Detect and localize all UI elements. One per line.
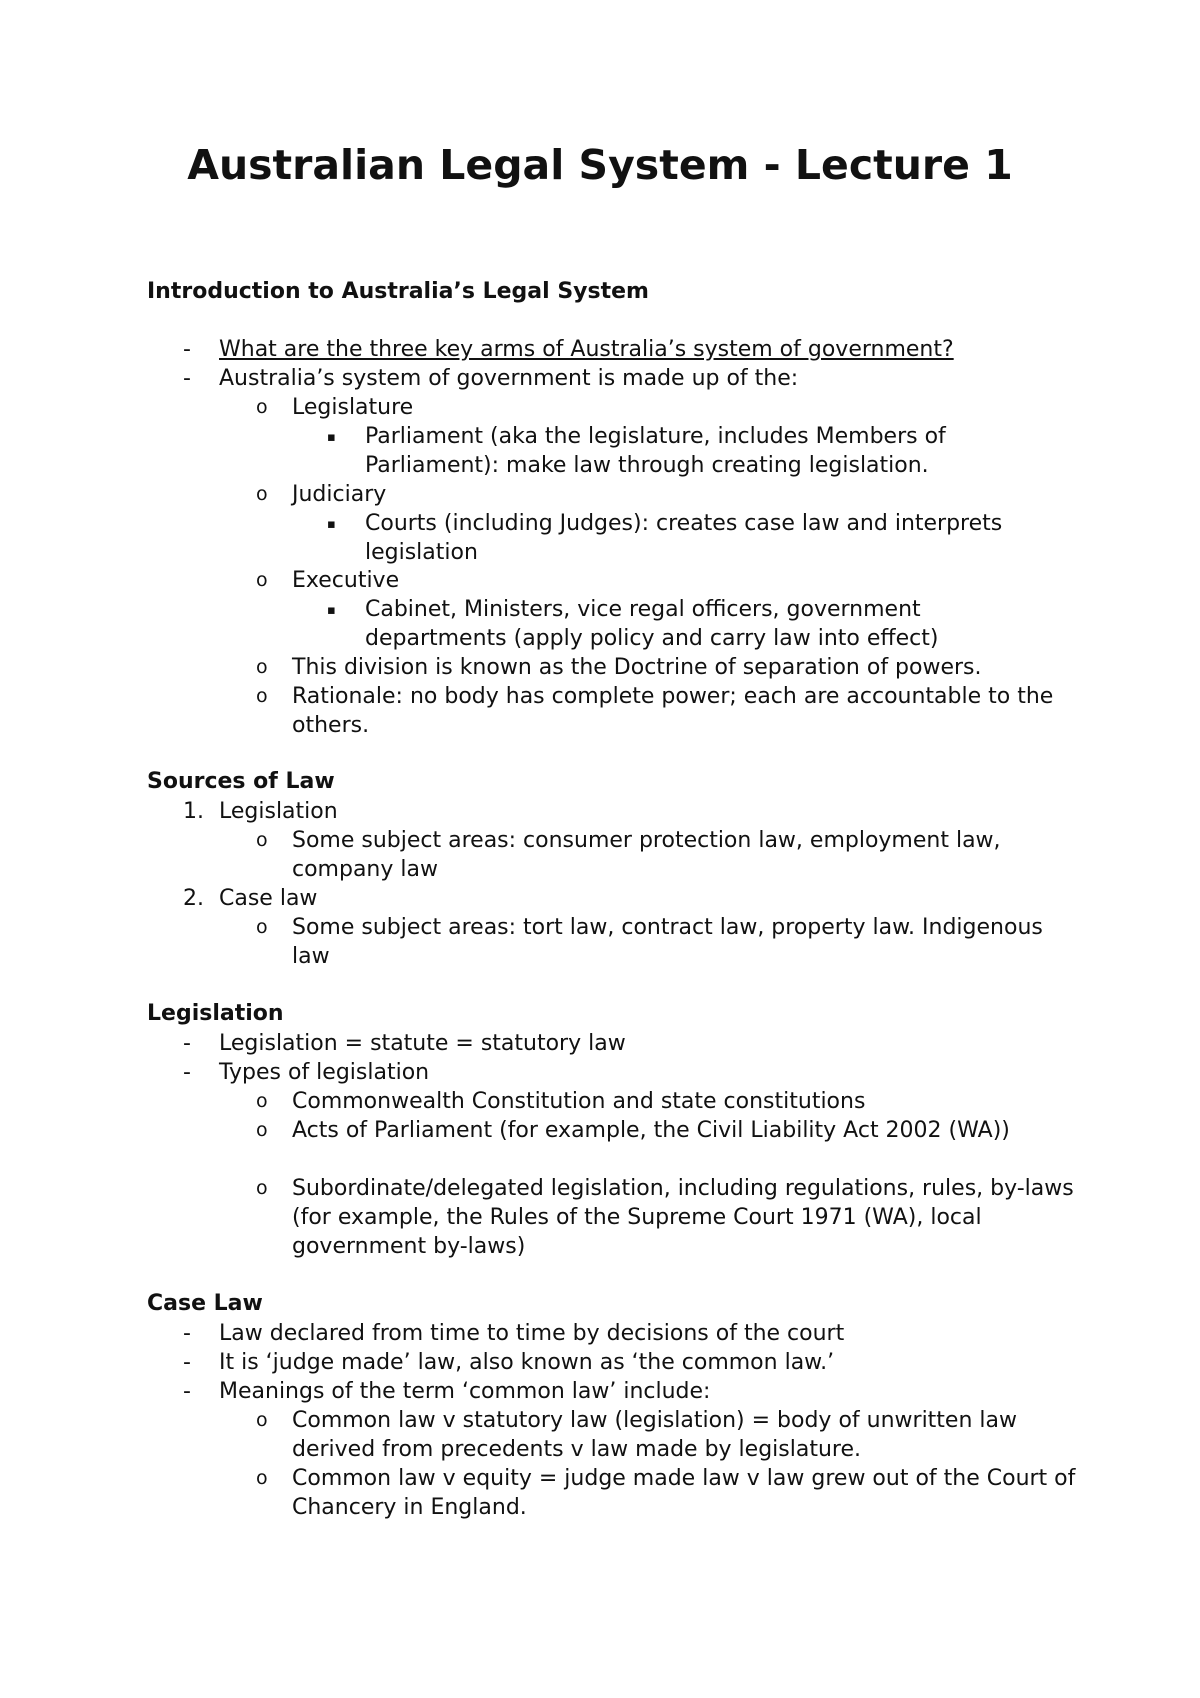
number-marker: 2.	[183, 886, 204, 911]
dash-bullet: -	[183, 1060, 191, 1085]
list-item	[327, 509, 1015, 567]
square-bullet: ▪	[327, 430, 336, 445]
circle-bullet: o	[256, 1090, 268, 1112]
list-item	[256, 393, 1082, 422]
list-item-text: Case law	[219, 886, 318, 911]
section-heading-introduction: Introduction to Australia’s Legal System	[147, 279, 649, 304]
list-item-text: Executive	[292, 568, 400, 593]
list-item	[183, 797, 1099, 826]
list-item	[327, 422, 1015, 480]
list-item	[183, 364, 1099, 393]
list-item-text: Types of legislation	[219, 1060, 430, 1085]
dash-bullet: -	[183, 1379, 191, 1404]
list-item-text: Legislation	[219, 799, 338, 824]
section-heading-case-law: Case Law	[147, 1291, 263, 1316]
list-item	[256, 1464, 1082, 1522]
list-item-text: Some subject areas: consumer protection law, employment law, company law	[292, 828, 1001, 882]
list-item	[183, 1319, 1099, 1348]
list-item-text: Common law v equity = judge made law v law grew out of the Court of Chancery in England.	[292, 1466, 1076, 1520]
list-item-text: Australia’s system of government is made up of the:	[219, 366, 799, 391]
number-marker: 1.	[183, 799, 204, 824]
list-item	[327, 595, 1015, 653]
dash-bullet: -	[183, 337, 191, 362]
list-item-text: Legislation = statute = statutory law	[219, 1031, 626, 1056]
list-item	[183, 335, 1099, 364]
list-item	[256, 480, 1082, 509]
dash-bullet: -	[183, 1350, 191, 1375]
circle-bullet: o	[256, 569, 268, 591]
list-item	[256, 653, 1082, 682]
section-heading-legislation: Legislation	[147, 1001, 284, 1026]
circle-bullet: o	[256, 685, 268, 707]
list-item	[256, 682, 1082, 740]
list-item	[183, 884, 1099, 913]
list-item-text: Meanings of the term ‘common law’ include:	[219, 1379, 711, 1404]
list-item-text: Law declared from time to time by decisions of the court	[219, 1321, 845, 1346]
list-item-text: This division is known as the Doctrine of separation of powers.	[292, 655, 982, 680]
circle-bullet: o	[256, 916, 268, 938]
dash-bullet: -	[183, 1321, 191, 1346]
list-item-text: Judiciary	[292, 482, 387, 507]
list-item-text: Courts (including Judges): creates case law and interprets legislation	[365, 511, 1003, 565]
square-bullet: ▪	[327, 517, 336, 532]
circle-bullet: o	[256, 656, 268, 678]
list-item-text: Parliament (aka the legislature, includes Members of Parliament): make law through creating legislation.	[365, 424, 946, 478]
list-item-text: Some subject areas: tort law, contract law, property law. Indigenous law	[292, 915, 1043, 969]
section-heading-sources-of-law: Sources of Law	[147, 769, 335, 794]
list-item	[183, 1058, 1099, 1087]
list-item-text: Rationale: no body has complete power; each are accountable to the others.	[292, 684, 1054, 738]
list-item	[183, 1348, 1099, 1377]
circle-bullet: o	[256, 1409, 268, 1431]
circle-bullet: o	[256, 1467, 268, 1489]
circle-bullet: o	[256, 1177, 268, 1199]
list-item-text: Legislature	[292, 395, 414, 420]
dash-bullet: -	[183, 366, 191, 391]
list-item	[256, 1087, 1082, 1116]
circle-bullet: o	[256, 829, 268, 851]
circle-bullet: o	[256, 1119, 268, 1141]
key-question: What are the three key arms of Australia’s system of government?	[219, 337, 954, 362]
list-item	[256, 826, 1082, 884]
list-item-text: Common law v statutory law (legislation) = body of unwritten law derived from precedents v law made by legislature.	[292, 1408, 1017, 1462]
list-item-text: It is ‘judge made’ law, also known as ‘the common law.’	[219, 1350, 835, 1375]
document-title: Australian Legal System - Lecture 1	[187, 141, 1013, 189]
list-item	[256, 1174, 1082, 1261]
circle-bullet: o	[256, 483, 268, 505]
list-item-text: Subordinate/delegated legislation, including regulations, rules, by-laws (for example, the Rules of the Supreme Court 1971 (WA), local government by-laws)	[292, 1176, 1074, 1259]
list-item-text: Commonwealth Constitution and state constitutions	[292, 1089, 866, 1114]
list-item	[256, 913, 1082, 971]
list-item	[256, 1116, 1082, 1145]
list-item-text: Acts of Parliament (for example, the Civil Liability Act 2002 (WA))	[292, 1118, 1010, 1143]
dash-bullet: -	[183, 1031, 191, 1056]
square-bullet: ▪	[327, 603, 336, 618]
list-item	[183, 1377, 1099, 1406]
list-item	[256, 566, 1082, 595]
circle-bullet: o	[256, 396, 268, 418]
list-item-text: Cabinet, Ministers, vice regal officers, government departments (apply policy and carry law into effect)	[365, 597, 939, 651]
list-item	[183, 1029, 1099, 1058]
list-item	[256, 1406, 1082, 1464]
